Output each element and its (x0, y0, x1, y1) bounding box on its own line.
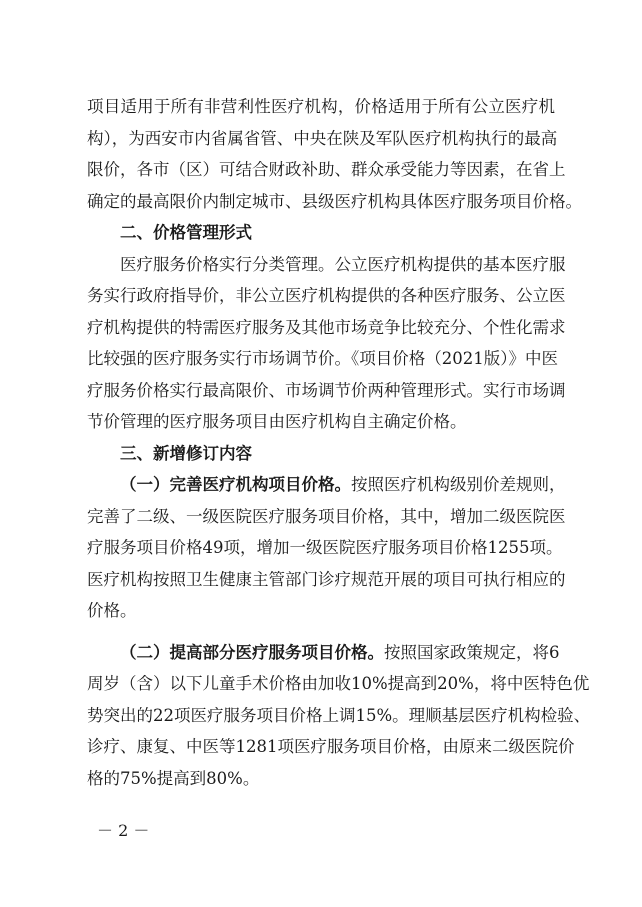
text-line: 医疗服务价格实行分类管理。公立医疗机构提供的基本医疗服 (120, 254, 566, 274)
text-span: 按照国家政策规定，将6 (384, 642, 560, 662)
subsection-lead: （二）提高部分医疗服务项目价格。 (120, 642, 384, 662)
text-line: 完善了二级、一级医院医疗服务项目价格，其中，增加二级医院医 (87, 506, 566, 526)
section-heading-price-management: 二、价格管理形式 (120, 223, 252, 242)
paragraph-scope (87, 91, 582, 217)
text-line: 周岁（含）以下儿童手术价格由加收10%提高到20%，将中医特色优 (87, 674, 590, 693)
text-line: 确定的最高限价内制定城市、县级医疗机构具体医疗服务项目价格。 (87, 191, 582, 211)
text-line: 医疗机构按照卫生健康主管部门诊疗规范开展的项目可执行相应的 (87, 569, 566, 589)
text-line: 诊疗、康复、中医等1281项医疗服务项目价格，由原来二级医院价 (87, 737, 575, 756)
text-line: 比较强的医疗服务实行市场调节价。《项目价格（2021版）》中医 (87, 349, 558, 368)
paragraph-gap (87, 627, 555, 637)
subsection-lead: （一）完善医疗机构项目价格。 (120, 475, 351, 494)
paragraph-improve-institution-prices (87, 469, 566, 627)
text-line (87, 637, 560, 669)
page-number: － 2 － (97, 821, 150, 840)
text-line: 限价，各市（区）可结合财政补助、群众承受能力等因素，在省上 (87, 160, 566, 179)
paragraph-price-management (87, 249, 566, 438)
text-line: 价格。 (87, 601, 137, 620)
text-line: 疗服务项目价格49项，增加一级医院医疗服务项目价格1255项。 (87, 538, 563, 557)
text-line: 格的75%提高到80%。 (87, 768, 260, 788)
section-heading-new-revisions: 三、新增修订内容 (120, 443, 252, 463)
text-line: 节价管理的医疗服务项目由医疗机构自主确定价格。 (87, 412, 467, 431)
text-line: 疗服务价格实行最高限价、市场调节价两种管理形式。实行市场调 (87, 380, 566, 400)
text-line: 势突出的22项医疗服务项目价格上调15%。理顺基层医疗机构检验、 (87, 705, 591, 725)
paragraph-raise-service-prices (87, 637, 591, 795)
text-line: 疗机构提供的特需医疗服务及其他市场竞争比较充分、个性化需求 (87, 317, 566, 337)
text-line: 项目适用于所有非营利性医疗机构，价格适用于所有公立医疗机 (87, 97, 555, 116)
text-span: 按照医疗机构级别价差规则， (351, 475, 566, 494)
text-line (87, 469, 566, 501)
document-body (87, 91, 591, 794)
text-line: 构），为西安市内省属省管、中央在陕及军队医疗机构执行的最高 (87, 128, 558, 148)
text-line: 务实行政府指导价，非公立医疗机构提供的各种医疗服务、公立医 (87, 286, 566, 305)
